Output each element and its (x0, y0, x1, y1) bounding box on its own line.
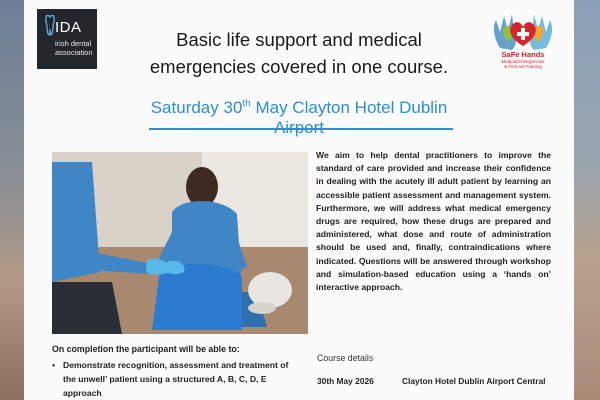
flyer-sheet (24, 0, 574, 400)
safe-hands-title: SaFe Hands (501, 50, 545, 59)
event-day: Saturday 30 (150, 98, 243, 117)
event-location: May Clayton Hotel Dublin (255, 98, 448, 117)
outcomes-intro: On completion the participant will be able to: (52, 344, 240, 354)
course-description: We aim to help dental practitioners to improve the standard of care provided and increase their confidence in dealing with the acutely ill adult patient by learning an accessible patient assessment and management system. Furthermore, we will address what medical emergency drugs are required, how these drugs are prepared and administered, what dose and route of administration should be used and, finally, contraindications where indicated. Questions will be answered through workshop and simulation-based education using a ‘hands on’ interactive approach. (316, 150, 551, 293)
divider-rule (149, 128, 453, 130)
cpr-training-photo (52, 152, 308, 334)
event-date-location (134, 98, 464, 138)
headline-line-1: Basic life support and medical (176, 29, 422, 50)
headline-line-2: emergencies covered in one course. (149, 56, 449, 77)
safe-hands-subtitle-2: & First Aid Training (504, 64, 542, 69)
outcome-item-text: Demonstrate recognition, assessment and treatment of the unwell’ patient using a structured A, B, C, D, E approach (63, 360, 289, 398)
ida-logo (37, 9, 97, 69)
course-details-label: Course details (317, 353, 374, 363)
safe-hands-subtitle-1: Medical Emergencies (501, 59, 545, 64)
ida-name-line-2: association (55, 47, 93, 57)
background-left-edge (0, 0, 24, 400)
course-venue: Clayton Hotel Dublin Airport Central (402, 376, 546, 386)
ida-abbreviation: IDA (55, 19, 82, 36)
ida-full-name (55, 40, 93, 57)
bullet-icon: • (52, 360, 56, 370)
background-right-edge (574, 0, 600, 400)
event-ordinal: th (242, 98, 251, 110)
course-date: 30th May 2026 (317, 376, 374, 386)
safe-hands-subtitle (490, 59, 556, 69)
headline (134, 26, 464, 80)
safe-hands-logo (490, 8, 556, 72)
ida-name-line-1: irish dental (55, 39, 92, 48)
hands-heart-icon (490, 8, 556, 52)
